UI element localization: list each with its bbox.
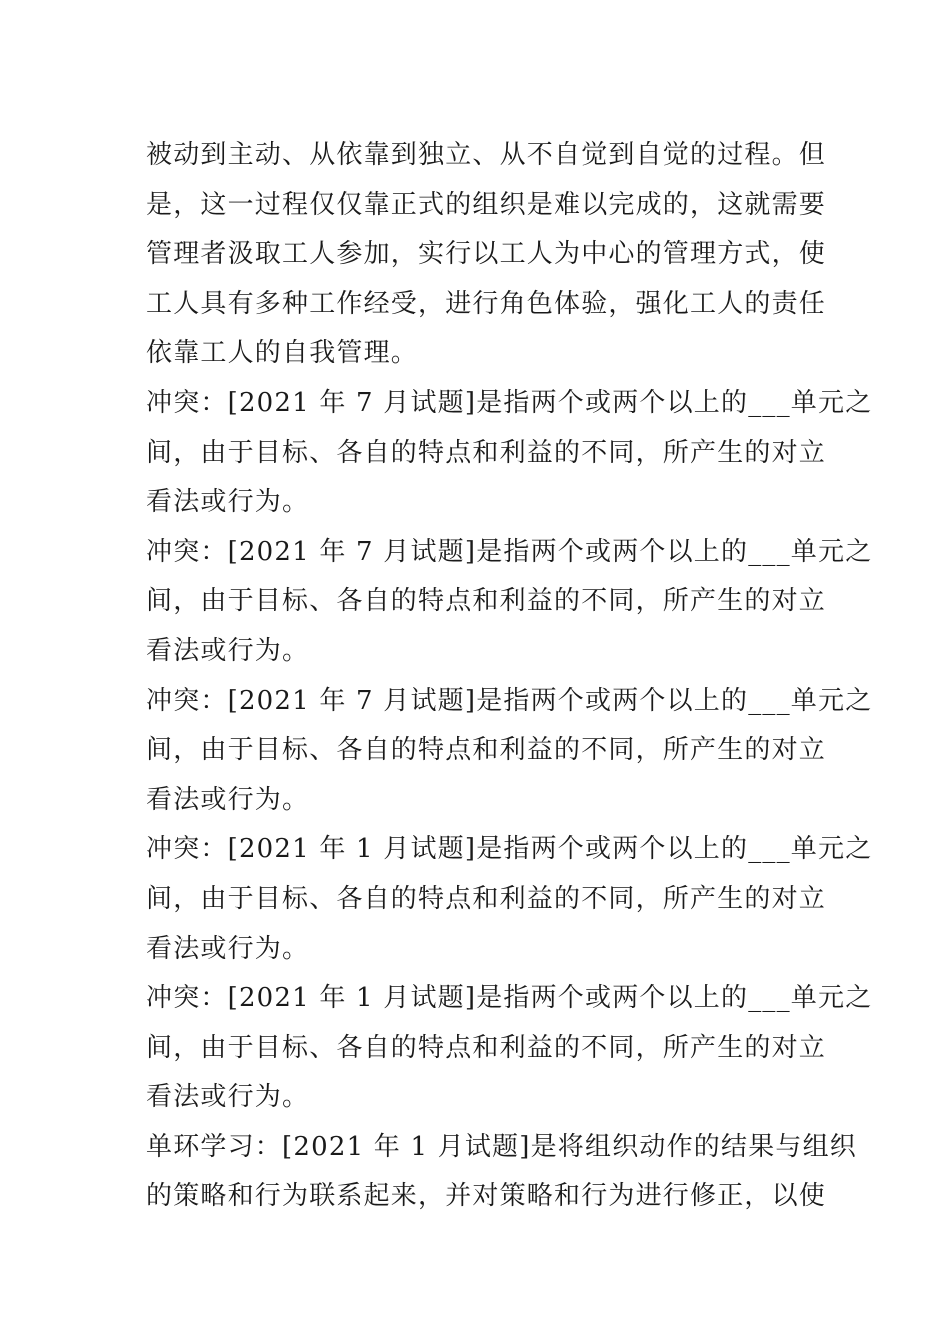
paragraph-conflict-definition — [146, 528, 873, 677]
document-page — [146, 131, 873, 1222]
text-line: 冲突：[2021 年 7 月试题]是指两个或两个以上的___单元之 — [146, 685, 873, 716]
paragraph-continuation — [146, 131, 827, 379]
text-line: 看法或行为。 — [146, 784, 310, 815]
text-line: 是，这一过程仅仅靠正式的组织是难以完成的，这就需要 — [146, 189, 827, 220]
text-line: 看法或行为。 — [146, 487, 310, 518]
text-line: 间，由于目标、各自的特点和利益的不同，所产生的对立 — [146, 437, 827, 468]
text-line: 间，由于目标、各自的特点和利益的不同，所产生的对立 — [146, 586, 827, 617]
text-line: 冲突：[2021 年 1 月试题]是指两个或两个以上的___单元之 — [146, 834, 873, 865]
paragraph-conflict-definition — [146, 974, 873, 1123]
paragraph-single-loop-learning — [146, 1123, 857, 1222]
text-line: 间，由于目标、各自的特点和利益的不同，所产生的对立 — [146, 1032, 827, 1063]
text-line: 工人具有多种工作经受，进行角色体验，强化工人的责任 — [146, 288, 827, 319]
text-line: 冲突：[2021 年 1 月试题]是指两个或两个以上的___单元之 — [146, 983, 873, 1014]
paragraph-conflict-definition — [146, 677, 873, 826]
text-line: 看法或行为。 — [146, 1082, 310, 1113]
text-line: 单环学习：[2021 年 1 月试题]是将组织动作的结果与组织 — [146, 1131, 857, 1162]
paragraph-conflict-definition — [146, 825, 873, 974]
text-line: 管理者汲取工人参加，实行以工人为中心的管理方式，使 — [146, 239, 827, 270]
text-line: 被动到主动、从依靠到独立、从不自觉到自觉的过程。但 — [146, 140, 827, 170]
text-line: 冲突：[2021 年 7 月试题]是指两个或两个以上的___单元之 — [146, 387, 873, 418]
text-line: 看法或行为。 — [146, 635, 310, 666]
text-line: 冲突：[2021 年 7 月试题]是指两个或两个以上的___单元之 — [146, 536, 873, 567]
text-line: 看法或行为。 — [146, 933, 310, 964]
paragraph-conflict-definition — [146, 379, 873, 528]
text-line: 依靠工人的自我管理。 — [146, 338, 419, 369]
text-line: 间，由于目标、各自的特点和利益的不同，所产生的对立 — [146, 735, 827, 766]
text-line: 的策略和行为联系起来，并对策略和行为进行修正，以使 — [146, 1181, 827, 1212]
text-line: 间，由于目标、各自的特点和利益的不同，所产生的对立 — [146, 883, 827, 914]
